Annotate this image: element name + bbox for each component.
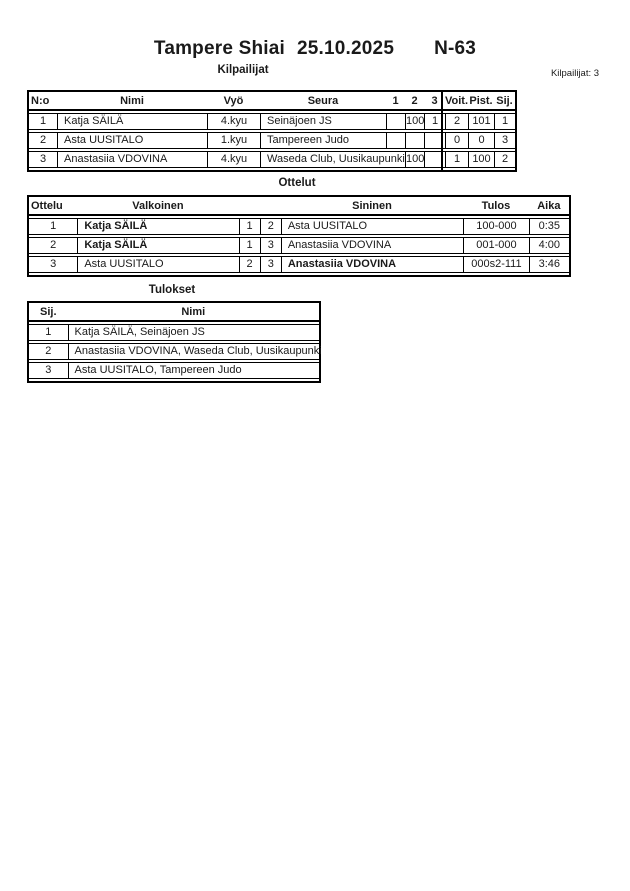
column-header: N:o xyxy=(29,94,57,111)
table-cell: 1 xyxy=(239,218,260,235)
column-header: Sij. xyxy=(494,94,515,111)
column-header: Tulos xyxy=(463,199,528,216)
table-row xyxy=(29,218,569,235)
table-cell: 3 xyxy=(494,132,515,149)
table-cell: 4:00 xyxy=(529,237,569,254)
table-cell: Katja SÄILÄ xyxy=(77,218,238,235)
competitor-count: Kilpailijat: 3 xyxy=(550,68,600,79)
table-cell: Katja SÄILÄ xyxy=(77,237,238,254)
results-table-body xyxy=(29,324,322,379)
matches-table-header xyxy=(29,199,569,216)
results-section-title: Tulokset xyxy=(148,284,196,296)
column-header: 3 xyxy=(424,94,445,111)
competitors-table xyxy=(27,90,517,172)
table-cell: 1 xyxy=(29,113,57,130)
matches-table-body xyxy=(29,218,569,273)
column-header: 2 xyxy=(405,94,424,111)
table-cell: 3 xyxy=(260,256,281,273)
table-cell xyxy=(405,132,424,149)
column-header: Vyö xyxy=(207,94,260,111)
table-cell: Tampereen Judo xyxy=(260,132,386,149)
table-cell: 2 xyxy=(260,218,281,235)
column-header: Voit. xyxy=(445,94,468,111)
table-cell: 2 xyxy=(239,256,260,273)
table-cell: Asta UUSITALO xyxy=(57,132,207,149)
column-header xyxy=(239,199,260,216)
matches-section-title: Ottelut xyxy=(278,177,316,189)
table-cell: 100 xyxy=(468,151,494,168)
table-cell: Asta UUSITALO, Tampereen Judo xyxy=(68,362,319,379)
column-header: Aika xyxy=(529,199,569,216)
table-cell: 0:35 xyxy=(529,218,569,235)
table-cell: 2 xyxy=(445,113,468,130)
column-header: Ottelu xyxy=(29,199,77,216)
table-row xyxy=(29,324,319,341)
results-table xyxy=(27,301,321,383)
table-row xyxy=(29,256,569,273)
table-cell: 101 xyxy=(468,113,494,130)
table-cell: 100 xyxy=(405,113,424,130)
column-header: Pist. xyxy=(468,94,494,111)
table-cell: Asta UUSITALO xyxy=(281,218,463,235)
page-title xyxy=(0,38,630,60)
column-header: Nimi xyxy=(57,94,207,111)
table-cell: 4.kyu xyxy=(207,151,260,168)
table-cell: Seinäjoen JS xyxy=(260,113,386,130)
weight-category: N-63 xyxy=(434,38,477,59)
table-cell: Anastasiia VDOVINA xyxy=(281,256,463,273)
table-row xyxy=(29,343,319,360)
results-table-header xyxy=(29,305,319,322)
competitors-section-title: Kilpailijat xyxy=(217,64,269,76)
table-cell: 2 xyxy=(29,343,68,360)
table-cell: 3 xyxy=(260,237,281,254)
column-header: Seura xyxy=(260,94,386,111)
table-cell: 2 xyxy=(494,151,515,168)
event-name: Tampere Shiai xyxy=(153,38,285,59)
column-header: 1 xyxy=(386,94,405,111)
table-cell: 2 xyxy=(29,132,57,149)
table-cell: Anastasiia VDOVINA, Waseda Club, Uusikaupunki xyxy=(68,343,319,360)
table-cell: 100 xyxy=(405,151,424,168)
column-header: Sij. xyxy=(29,305,68,322)
table-cell: Anastasiia VDOVINA xyxy=(57,151,207,168)
table-cell: 1 xyxy=(29,218,77,235)
table-cell: 3 xyxy=(29,362,68,379)
event-date: 25.10.2025 xyxy=(297,38,395,59)
column-header: Nimi xyxy=(68,305,319,322)
matches-table xyxy=(27,195,571,277)
table-cell: 1 xyxy=(239,237,260,254)
table-cell: 3 xyxy=(29,151,57,168)
table-cell: Anastasiia VDOVINA xyxy=(281,237,463,254)
table-row xyxy=(29,237,569,254)
table-cell: Katja SÄILÄ, Seinäjoen JS xyxy=(68,324,319,341)
results-separator-line xyxy=(441,92,443,170)
table-cell: 0 xyxy=(468,132,494,149)
table-cell xyxy=(386,132,405,149)
table-cell: 1.kyu xyxy=(207,132,260,149)
table-cell: 1 xyxy=(29,324,68,341)
table-cell: Asta UUSITALO xyxy=(77,256,238,273)
table-cell: 100-000 xyxy=(463,218,528,235)
column-header: Valkoinen xyxy=(77,199,238,216)
table-cell: 1 xyxy=(445,151,468,168)
table-cell: 4.kyu xyxy=(207,113,260,130)
table-cell: 2 xyxy=(29,237,77,254)
column-header: Sininen xyxy=(281,199,463,216)
table-row xyxy=(29,362,319,379)
table-cell: Waseda Club, Uusikaupunki xyxy=(260,151,386,168)
table-cell: 1 xyxy=(424,113,445,130)
table-cell: 0 xyxy=(445,132,468,149)
table-cell: 1 xyxy=(494,113,515,130)
table-cell: Katja SÄILÄ xyxy=(57,113,207,130)
table-cell: 3 xyxy=(29,256,77,273)
column-header xyxy=(260,199,281,216)
table-cell xyxy=(386,113,405,130)
table-cell: 001-000 xyxy=(463,237,528,254)
table-cell: 000s2-111 xyxy=(463,256,528,273)
table-cell: 3:46 xyxy=(529,256,569,273)
